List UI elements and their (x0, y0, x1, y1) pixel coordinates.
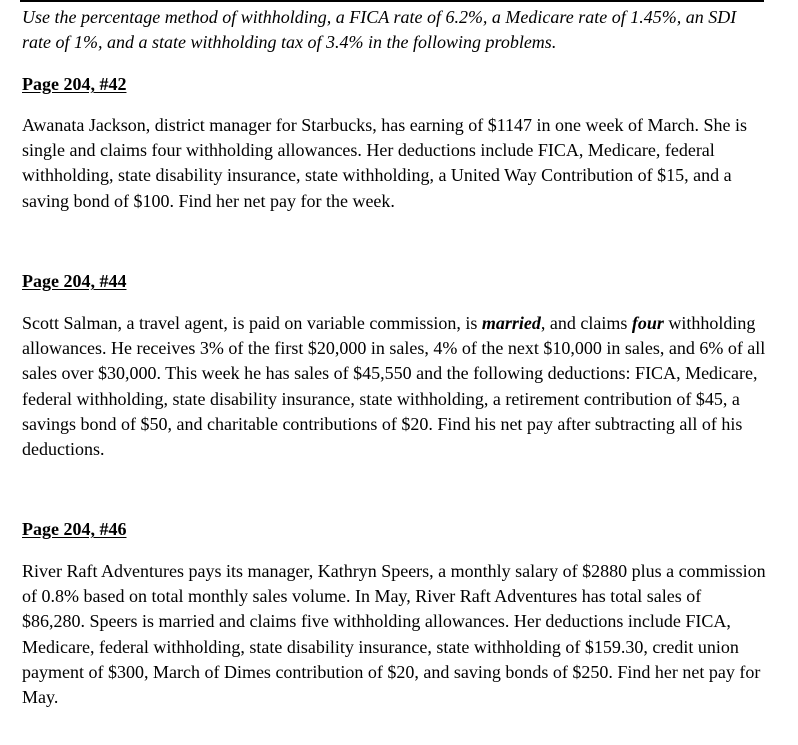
problem-44-heading: Page 204, #44 (22, 271, 127, 291)
problem-44-text-part2: , and claims (540, 313, 632, 333)
problem-42-heading: Page 204, #42 (22, 74, 127, 94)
problem-46-text: River Raft Adventures pays its manager, Kathryn Speers, a monthly salary of $2880 plus a commission of 0.8% based on total monthly sales volume. In May, River Raft Adventures has total sales of $86,280. Speers is married and claims five withholding allowances. Her deductions include FICA, Medicare, federal withholding, state disability insurance, state withholding of $159.30, credit union payment of $300, March of Dimes contribution of $20, and saving bonds of $250. Find her net pay for May. (22, 561, 766, 708)
problem-42-text: Awanata Jackson, district manager for Starbucks, has earning of $1147 in one week of March. She is single and claims four withholding allowances. Her deductions include FICA, Medicare, federal withholding, state disability insurance, state withholding, a United Way Contribution of $15, and a saving bond of $100. Find her net pay for the week. (22, 115, 747, 211)
four-emphasis: four (631, 313, 664, 333)
problem-44-text-part1: Scott Salman, a travel agent, is paid on variable commission, is (22, 313, 482, 333)
problem-46-heading: Page 204, #46 (22, 519, 127, 539)
instructions-text: Use the percentage method of withholding, a FICA rate of 6.2%, a Medicare rate of 1.45%, an SDI rate of 1%, and a state withholding tax of 3.4% in the following problems. (22, 7, 737, 52)
problem-44-text (22, 311, 767, 462)
married-emphasis: married (481, 313, 541, 333)
top-rule (20, 0, 764, 2)
problem-44-text-part3: withholding allowances. He receives 3% of the first $20,000 in sales, 4% of the next $10,000 in sales, and 6% of all sales over $30,000. This week he has sales of $45,550 and the following deductions: FICA, Medicare, federal withholding, state disability insurance, state withholding, a retirement contribution of $45, a savings bond of $50, and charitable contributions of $20. Find his net pay after subtracting all of his deductions. (22, 313, 766, 460)
